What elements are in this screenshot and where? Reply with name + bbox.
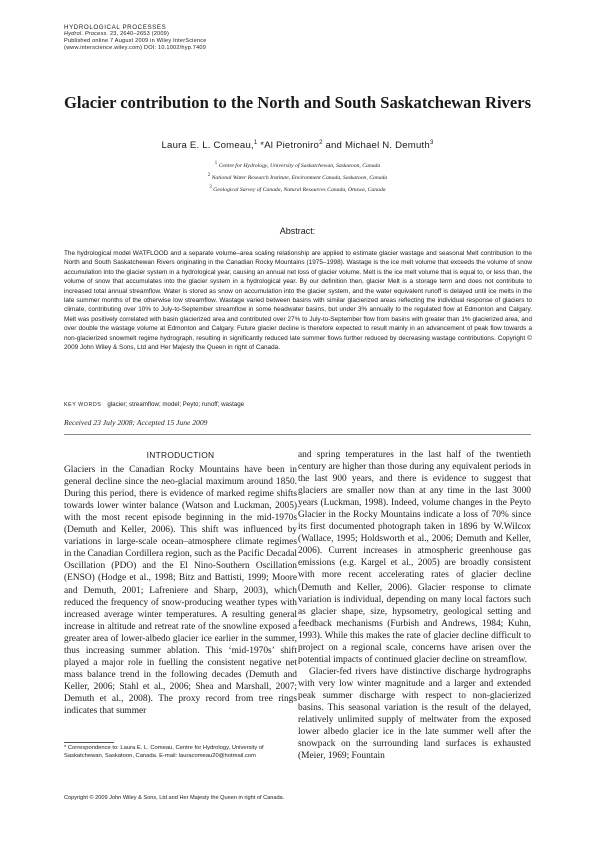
affiliation (60, 183, 535, 195)
journal-name: HYDROLOGICAL PROCESSES (64, 24, 167, 31)
abstract-heading: Abstract: (279, 226, 316, 236)
affiliation-text: Centre for Hydrology, University of Saskatchewan, Saskatoon, Canada (218, 162, 381, 169)
affiliation-list (60, 159, 535, 195)
section-divider (64, 434, 531, 435)
body-paragraph: Glacier-fed rivers have distinctive discharge hydrographs with very low winter magnitude and a larger and extended peak summer discharge with respect to non-glacierized basins. This seasonal variation is the result of the delayed, relatively unlimited supply of meltwater from the exposed lower albedo glacier ice in the late summer well after the snowpack on the surrounding land surfaces is exhausted (Meier, 1969; Fountain (298, 666, 531, 762)
affiliation (60, 171, 535, 183)
author-1: Laura E. L. Comeau, (161, 140, 254, 152)
doi-line: (www.interscience.wiley.com) DOI: 10.1002/hyp.7409 (64, 45, 207, 51)
body-paragraph: and spring temperatures in the last half of the twentieth century are higher than those during any equivalent periods in the last 900 years, and there is evidence to suggest that glaciers are smaller now than at any time in the last 3000 years (Luckman, 1998). Indeed, volume changes in the Peyto Glacier in the Rocky Mountains indicate a loss of 70% since its first documented photograph taken in 1896 by W.Wilcox (Wallace, 1995; Holdsworth et al., 2006; Demuth and Keller, 2006). Current increases in atmospheric greenhouse gas emissions (e.g. Kargel et al., 2005) are broadly consistent with more recent accelerating rates of glacier decline (Demuth and Keller, 2006). Glacier response to climate variation is individual, depending on many local factors such as glacier shape, size, hypsometry, geological setting and feedback mechanisms (Furbish and Andrews, 1984; Kuhn, 1993). While this makes the rate of glacier decline difficult to project on a regional scale, concerns have arisen over the potential impacts of continued glacier decline on streamflow. (298, 450, 531, 665)
correspondence-footnote: * Correspondence to: Laura E. L. Comeau, Centre for Hydrology, University of Saskatchewan, Saskatoon, Canada. E-mail: lauracomeau20@hotmail.com (64, 745, 264, 759)
affiliation-number: 2 (207, 172, 211, 178)
author-list (60, 140, 535, 151)
affiliation-number: 3 (209, 184, 212, 190)
affiliation-number: 1 (214, 161, 218, 166)
author-1-affiliation-mark: 1 (253, 140, 258, 146)
introduction-heading: INTRODUCTION (146, 450, 215, 460)
left-column (64, 449, 297, 717)
copyright-line: Copyright © 2009 John Wiley & Sons, Ltd and Her Majesty the Queen in right of Canada. (64, 795, 285, 801)
right-column (298, 449, 531, 762)
author-2-affiliation-mark: 2 (319, 140, 323, 146)
keywords-list: glacier; streamflow; model; Peyto; runoff; wastage (107, 401, 245, 408)
affiliation (60, 159, 535, 171)
affiliation-text: National Water Research Institute, Environment Canada, Saskatoon, Canada (211, 174, 388, 181)
footnote-divider (64, 742, 114, 743)
abstract-body: The hydrological model WATFLOOD and a separate volume–area scaling relationship are applied to estimate glacier wastage and seasonal Melt contribution to the North and South Saskatchewan Rivers originating in the Canadian Rocky Mountains (1975–1998). Wastage is the ice melt volume that exceeds the volume of snow accumulation into the glacier system in a hydrological year, causing an annual net loss of glacier volume. Melt is the ice melt volume that is equal to, or less than, the volume of snow that accumulates into the glacier system in a hydrological year. By our definition then, glacier Melt is a storage term and does not contribute to increased total annual streamflow. Water is stored as snow on accumulation into the glacier system, and the water equivalent runoff is delayed until ice melts in the late summer months of the otherwise low streamflow. Wastage varied between basins with similar glacierized areas reflecting the individual response of glaciers to climate, contributing over 10% to July-to-September streamflow in some headwater basins, but under 3% annually to the regulated flow at Edmonton and Calgary. Melt was positively correlated with basin glacierized area and contributed over 27% to July-to-September flow from basins with greater than 1% glacierized area, and over double the wastage volume at Edmonton and Calgary. Future glacier decline is therefore expected to result mainly in an advancement of peak flow towards a non-glacierized snowmelt regime hydrograph, resulting in significantly reduced late summer flows further reduced by decreasing wastage contributions. Copyright © 2009 John Wiley & Sons, Ltd and Her Majesty the Queen in right of Canada. (64, 250, 532, 352)
citation (64, 31, 207, 38)
keywords-label: KEY WORDS (64, 402, 102, 408)
introduction-paragraph: Glaciers in the Canadian Rocky Mountains have been in general decline since the neo-glacial maximum around 1850. During this period, there is evidence of marked regime shifts towards lower winter balance (Watson and Luckman, 2005) with the most recent episode beginning in the mid-1970s (Demuth and Keller, 2006). This shift was influenced by variations in large-scale ocean–atmosphere climate regimes in the Canadian Cordillera region, such as the Pacific Decadal Oscillation (PDO) and the El Nino-Southern Oscillation (ENSO) (Hodge et al., 1998; Bitz and Battisti, 1999; Moore and Demuth, 2001; Lafreniere and Sharp, 2003), which reduced the frequency of snow-producing weather types with increased average winter temperatures. A resulting general increase in altitude and retreat rate of the snowline exposed a greater area of lower-albedo glacier ice earlier in the summer, thus increasing summer ablation. This ‘mid-1970s’ shift played a major role in fuelling the consistent negative net mass balance trend in the following decades (Demuth and Keller, 2006; Stahl et al., 2006; Shea and Marshall, 2007; Demuth et al., 2008). The proxy record from tree rings indicates that summer (64, 465, 297, 716)
received-accepted-dates: Received 23 July 2008; Accepted 15 June 2009 (64, 418, 208, 427)
author-3: and Michael N. Demuth (322, 140, 430, 152)
journal-header (64, 24, 207, 52)
author-3-affiliation-mark: 3 (429, 140, 434, 146)
author-2: *Al Pietroniro (260, 140, 320, 152)
paper-title: Glacier contribution to the North and South Saskatchewan Rivers (63, 93, 532, 112)
citation-volume-pages: 23, 2640–2653 (2009) (108, 31, 170, 37)
publication-date: Published online 7 August 2009 in Wiley InterScience (64, 38, 207, 44)
citation-journal-abbrev: Hydrol. Process. (64, 31, 109, 37)
keywords (64, 401, 244, 408)
affiliation-text: Geological Survey of Canada, Natural Resources Canada, Ottawa, Canada (213, 186, 386, 193)
